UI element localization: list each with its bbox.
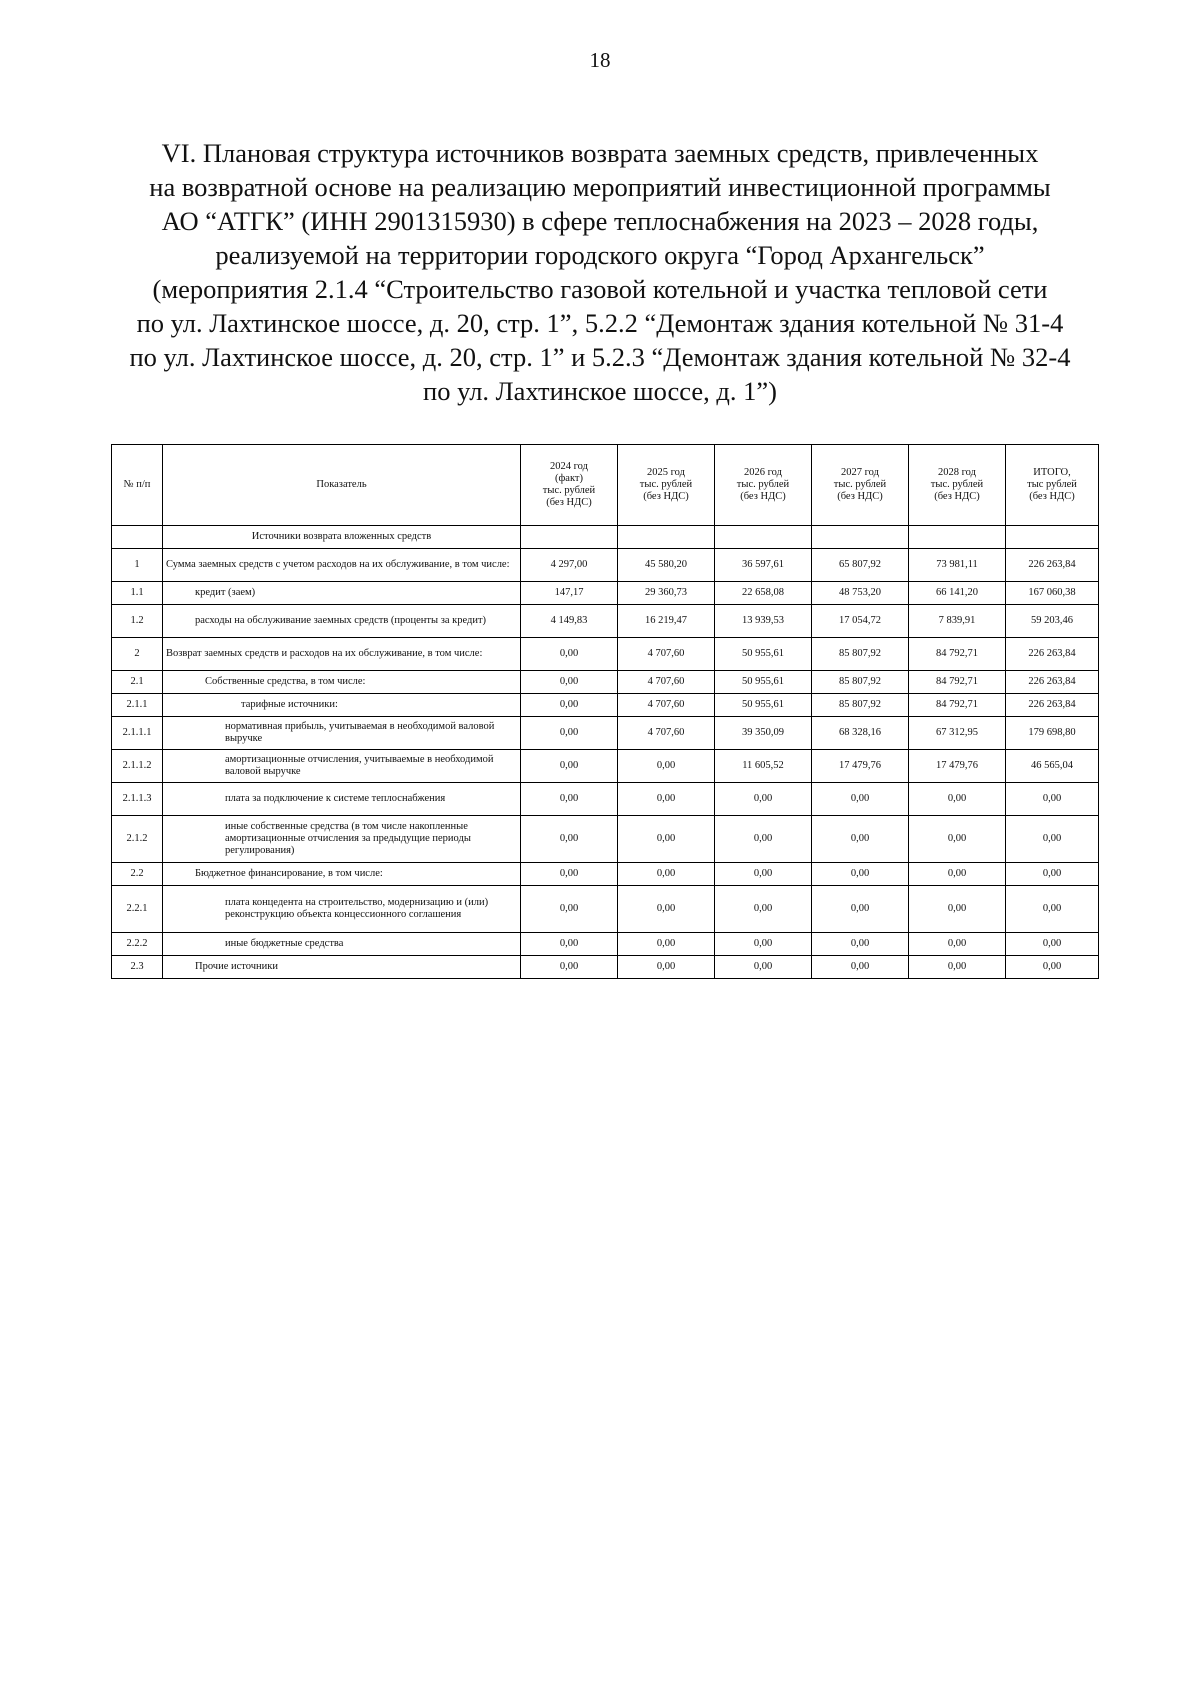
value-cell: 226 263,84 [1006,694,1099,717]
value-cell: 0,00 [812,886,909,933]
row-label: Прочие источники [163,956,521,979]
document-title [100,136,1100,408]
row-label: тарифные источники: [163,694,521,717]
table-row [112,694,1099,717]
row-label: плата концедента на строительство, модернизацию и (или) реконструкцию объекта концессионного соглашения [163,886,521,933]
value-cell: 16 219,47 [618,605,715,638]
table-row [112,956,1099,979]
value-cell: 0,00 [1006,816,1099,863]
table-row [112,750,1099,783]
value-cell: 46 565,04 [1006,750,1099,783]
value-cell: 0,00 [521,933,618,956]
table-cell [715,526,812,549]
value-cell: 84 792,71 [909,638,1006,671]
value-cell: 4 149,83 [521,605,618,638]
column-header: 2028 год тыс. рублей (без НДС) [909,445,1006,526]
value-cell: 0,00 [715,863,812,886]
column-header: 2024 год (факт) тыс. рублей (без НДС) [521,445,618,526]
value-cell: 179 698,80 [1006,717,1099,750]
table-row [112,717,1099,750]
value-cell: 0,00 [1006,783,1099,816]
row-number: 2.1.1.3 [112,783,163,816]
value-cell: 39 350,09 [715,717,812,750]
value-cell: 167 060,38 [1006,582,1099,605]
column-header: № п/п [112,445,163,526]
column-header: 2025 год тыс. рублей (без НДС) [618,445,715,526]
value-cell: 17 479,76 [909,750,1006,783]
value-cell: 85 807,92 [812,671,909,694]
value-cell: 4 297,00 [521,549,618,582]
value-cell: 50 955,61 [715,671,812,694]
title-line: (мероприятия 2.1.4 “Строительство газовой котельной и участка тепловой сети [152,274,1048,304]
value-cell: 147,17 [521,582,618,605]
section-label: Источники возврата вложенных средств [163,526,521,549]
value-cell: 22 658,08 [715,582,812,605]
row-number: 1.1 [112,582,163,605]
row-label: плата за подключение к системе теплоснабжения [163,783,521,816]
row-number: 2.1.1 [112,694,163,717]
value-cell: 0,00 [909,816,1006,863]
value-cell: 0,00 [521,638,618,671]
value-cell: 0,00 [521,717,618,750]
table-row [112,863,1099,886]
value-cell: 48 753,20 [812,582,909,605]
value-cell: 65 807,92 [812,549,909,582]
table-row [112,582,1099,605]
row-number: 2.2.2 [112,933,163,956]
table-row [112,549,1099,582]
row-label: нормативная прибыль, учитываемая в необходимой валовой выручке [163,717,521,750]
column-header: ИТОГО, тыс рублей (без НДС) [1006,445,1099,526]
row-number: 1.2 [112,605,163,638]
value-cell: 0,00 [909,783,1006,816]
value-cell: 68 328,16 [812,717,909,750]
value-cell: 29 360,73 [618,582,715,605]
title-line: реализуемой на территории городского округа “Город Архангельск” [215,240,985,270]
table-cell [112,526,163,549]
value-cell: 45 580,20 [618,549,715,582]
title-line: VI. Плановая структура источников возврата заемных средств, привлеченных [161,138,1039,168]
value-cell: 0,00 [618,886,715,933]
value-cell: 13 939,53 [715,605,812,638]
column-header: 2027 год тыс. рублей (без НДС) [812,445,909,526]
table-header-row [112,445,1099,526]
value-cell: 4 707,60 [618,671,715,694]
value-cell: 7 839,91 [909,605,1006,638]
value-cell: 0,00 [812,956,909,979]
value-cell: 0,00 [909,933,1006,956]
value-cell: 0,00 [812,783,909,816]
title-line: на возвратной основе на реализацию мероприятий инвестиционной программы [149,172,1051,202]
value-cell: 0,00 [1006,933,1099,956]
value-cell: 226 263,84 [1006,638,1099,671]
row-label: иные собственные средства (в том числе накопленные амортизационные отчисления за предыдущие периоды регулирования) [163,816,521,863]
value-cell: 0,00 [1006,956,1099,979]
row-label: Бюджетное финансирование, в том числе: [163,863,521,886]
table-cell [909,526,1006,549]
value-cell: 0,00 [618,863,715,886]
column-header: 2026 год тыс. рублей (без НДС) [715,445,812,526]
value-cell: 0,00 [812,933,909,956]
value-cell: 59 203,46 [1006,605,1099,638]
value-cell: 0,00 [521,750,618,783]
value-cell: 0,00 [521,816,618,863]
row-label: иные бюджетные средства [163,933,521,956]
table-row [112,933,1099,956]
funding-sources-table [111,444,1099,979]
row-number: 1 [112,549,163,582]
table-row [112,638,1099,671]
table-cell [812,526,909,549]
value-cell: 226 263,84 [1006,549,1099,582]
row-number: 2.2 [112,863,163,886]
value-cell: 84 792,71 [909,694,1006,717]
title-line: АО “АТГК” (ИНН 2901315930) в сфере теплоснабжения на 2023 – 2028 годы, [161,206,1039,236]
row-label: Возврат заемных средств и расходов на их обслуживание, в том числе: [163,638,521,671]
value-cell: 0,00 [909,863,1006,886]
value-cell: 0,00 [715,956,812,979]
row-number: 2.1.1.2 [112,750,163,783]
row-label: амортизационные отчисления, учитываемые в необходимой валовой выручке [163,750,521,783]
row-number: 2.2.1 [112,886,163,933]
value-cell: 0,00 [1006,863,1099,886]
row-label: Сумма заемных средств с учетом расходов на их обслуживание, в том числе: [163,549,521,582]
row-number: 2.1 [112,671,163,694]
table-cell [1006,526,1099,549]
value-cell: 0,00 [715,816,812,863]
value-cell: 0,00 [521,783,618,816]
table-row [112,605,1099,638]
value-cell: 0,00 [521,671,618,694]
row-number: 2.1.1.1 [112,717,163,750]
value-cell: 226 263,84 [1006,671,1099,694]
value-cell: 0,00 [618,816,715,863]
value-cell: 0,00 [715,783,812,816]
value-cell: 0,00 [909,956,1006,979]
row-label: кредит (заем) [163,582,521,605]
title-line: по ул. Лахтинское шоссе, д. 1”) [423,376,777,406]
value-cell: 0,00 [618,783,715,816]
value-cell: 84 792,71 [909,671,1006,694]
value-cell: 0,00 [618,933,715,956]
column-header: Показатель [163,445,521,526]
section-row [112,526,1099,549]
value-cell: 0,00 [521,694,618,717]
value-cell: 0,00 [812,816,909,863]
value-cell: 0,00 [715,933,812,956]
value-cell: 0,00 [812,863,909,886]
row-label: Собственные средства, в том числе: [163,671,521,694]
value-cell: 73 981,11 [909,549,1006,582]
value-cell: 11 605,52 [715,750,812,783]
page-number: 18 [589,48,611,72]
value-cell: 0,00 [909,886,1006,933]
row-number: 2 [112,638,163,671]
value-cell: 85 807,92 [812,638,909,671]
value-cell: 85 807,92 [812,694,909,717]
value-cell: 4 707,60 [618,717,715,750]
value-cell: 4 707,60 [618,694,715,717]
value-cell: 50 955,61 [715,638,812,671]
table-row [112,671,1099,694]
value-cell: 17 054,72 [812,605,909,638]
table-cell [618,526,715,549]
row-number: 2.3 [112,956,163,979]
title-line: по ул. Лахтинское шоссе, д. 20, стр. 1” и 5.2.3 “Демонтаж здания котельной № 32-4 [129,342,1071,372]
table-row [112,886,1099,933]
value-cell: 0,00 [521,956,618,979]
row-number: 2.1.2 [112,816,163,863]
row-label: расходы на обслуживание заемных средств (проценты за кредит) [163,605,521,638]
value-cell: 66 141,20 [909,582,1006,605]
value-cell: 17 479,76 [812,750,909,783]
table-row [112,816,1099,863]
table-body [112,526,1099,979]
value-cell: 0,00 [521,886,618,933]
title-line: по ул. Лахтинское шоссе, д. 20, стр. 1”, 5.2.2 “Демонтаж здания котельной № 31-4 [136,308,1064,338]
table-cell [521,526,618,549]
value-cell: 4 707,60 [618,638,715,671]
value-cell: 0,00 [521,863,618,886]
value-cell: 67 312,95 [909,717,1006,750]
value-cell: 50 955,61 [715,694,812,717]
value-cell: 0,00 [618,750,715,783]
table-row [112,783,1099,816]
value-cell: 0,00 [715,886,812,933]
value-cell: 0,00 [618,956,715,979]
value-cell: 36 597,61 [715,549,812,582]
value-cell: 0,00 [1006,886,1099,933]
